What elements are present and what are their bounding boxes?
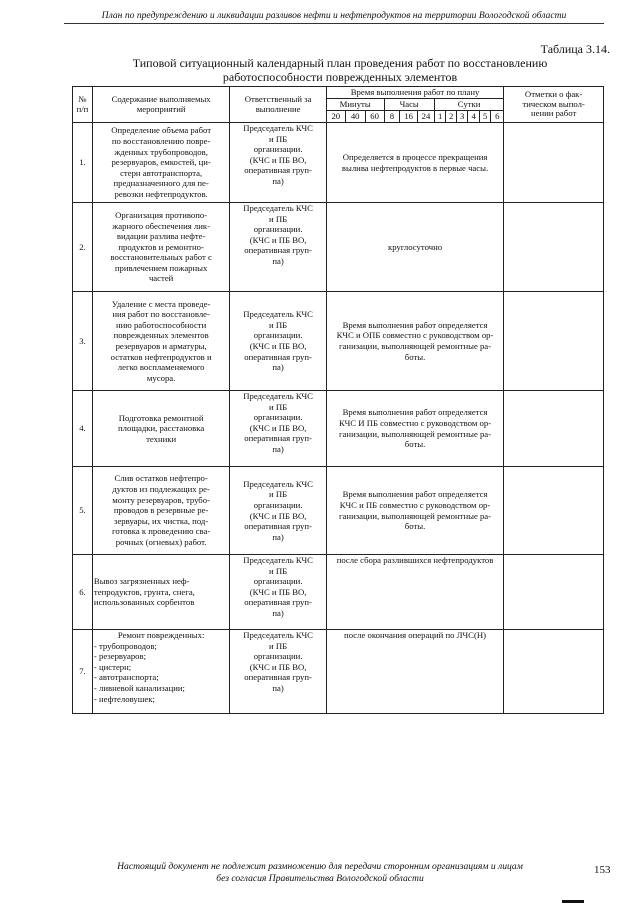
table-row [73,391,604,467]
work-plan-table [72,86,604,714]
day-tick: 3 [456,111,468,123]
col-header-marks-line: Отметки о фак- [524,89,583,100]
activity-line: ревозки нефтепродуктов. [114,188,208,199]
running-header: План по предупреждению и ликвидации разливов нефти и нефтепродуктов на территории Вологодской области [101,10,567,21]
col-header-marks [504,87,604,123]
activity-line: монту резервуаров, трубо- [112,494,210,505]
time-line: КЧС и ПБ совместно с руководством ор- [339,499,491,510]
time-line: после сбора разлившихся нефтепродуктов [336,555,494,565]
table-row [73,467,604,555]
responsible-line: па) [272,607,284,618]
activity-line: готовка к проведению сва- [112,526,211,537]
activity-line: видации разлива нефте- [116,231,206,242]
time-line: ганизации, выполняющей ремонтные ра- [339,428,492,439]
footer-note-line: Настоящий документ не подлежит размножению для передачи сторонним организациям и лицам [117,861,523,872]
responsible-line: Председатель КЧС [243,123,313,133]
activity-line: Удаление с места проведе- [111,298,211,309]
time-line: боты. [404,521,426,532]
time-line: Определяется в процессе прекращения [342,151,488,162]
col-header-marks-line: нении работ [530,108,577,119]
row-number: 1. [73,123,93,203]
minute-tick: 60 [365,111,384,123]
row-number: 4. [73,391,93,467]
col-header-responsible-line: Ответственный за [244,94,312,104]
hour-tick: 8 [384,111,400,123]
activity-line: рочных (огневых) работ. [115,536,207,547]
page-number: 153 [594,864,611,876]
activity-line: жарного обеспечения лик- [112,220,210,231]
row-marks [504,292,604,391]
row-activity [92,467,229,555]
responsible-line: (КЧС и ПБ ВО, [249,510,307,521]
responsible-line: па) [272,362,284,373]
responsible-line: Председатель КЧС [243,391,313,401]
activity-line: - трубопроводов; [93,640,157,651]
col-header-num-line: п/п [76,103,89,114]
responsible-line: (КЧС и ПБ ВО, [249,422,307,433]
table-row [73,555,604,630]
table-title-line: работоспособности поврежденных элементов [222,70,458,84]
activity-line: Слив остатков нефтепро- [114,473,208,484]
row-time [326,123,503,203]
activity-line: зервуары, их чистка, под- [114,515,209,526]
responsible-line: па) [272,255,284,266]
activity-line: мусора. [146,372,176,383]
responsible-line: (КЧС и ПБ ВО, [249,341,307,351]
activity-line: восстановительных работ с [110,252,212,263]
responsible-line: оперативная груп- [244,433,312,444]
activity-line: Вывоз загрязненных неф- [93,576,190,587]
responsible-line: (КЧС и ПБ ВО, [249,661,307,672]
responsible-line: организации. [253,576,303,587]
table-row [73,630,604,714]
row-time [326,203,503,292]
time-line: Время выполнения работ определяется [342,407,488,418]
activity-line: нию работоспособности [116,319,207,330]
footer-note-line: без согласия Правительства Вологодской области [216,873,424,884]
day-tick: 1 [434,111,446,123]
row-time [326,467,503,555]
row-responsible [230,467,327,555]
responsible-line: оперативная груп- [244,597,312,608]
responsible-line: (КЧС и ПБ ВО, [249,234,307,245]
activity-line: - автотранспорта; [93,672,159,683]
time-line: КЧС И ПБ совместно с руководством ор- [338,417,492,428]
activity-line: привлечением пожарных [114,262,208,273]
activity-line: остатков нефтепродуктов и [110,351,212,362]
row-responsible [230,123,327,203]
row-marks [504,630,604,714]
row-marks [504,203,604,292]
activity-line: площадки, расстановка [118,423,205,434]
activity-line: легко воспламеняемого [117,362,205,373]
activity-line: резервуаров и арматуры, [115,341,207,351]
activity-line: по восстановлению повре- [111,136,211,147]
responsible-line: оперативная груп- [244,672,312,683]
responsible-line: и ПБ [269,319,288,330]
responsible-line: Председатель КЧС [243,555,313,565]
row-responsible [230,203,327,292]
row-activity [92,203,229,292]
responsible-line: па) [272,531,284,542]
day-tick: 5 [479,111,491,123]
row-number: 5. [73,467,93,555]
time-line: вылива нефтепродуктов в первые часы. [341,162,489,173]
day-tick: 2 [446,111,456,123]
row-number: 3. [73,292,93,391]
col-header-activity [92,87,229,123]
time-line: ганизации, выполняющей ремонтные ра- [339,510,492,521]
time-line: круглосуточно [388,241,443,252]
time-line: Время выполнения работ определяется [342,319,488,330]
activity-line: резервуаров, емкостей, ци- [111,157,211,168]
activity-line: - ливневой канализации; [93,682,185,693]
row-number: 7. [73,630,93,714]
row-marks [504,467,604,555]
row-responsible [230,630,327,714]
col-header-num-line: № [78,94,87,104]
row-responsible [230,555,327,630]
row-activity [92,292,229,391]
row-activity [92,123,229,203]
responsible-line: организации. [253,224,303,235]
responsible-line: и ПБ [269,213,288,224]
col-header-activity-line: мероприятий [136,103,186,114]
activity-line: использованных сорбентов [93,597,195,608]
time-line: КЧС и ОПБ совместно с руководством ор- [336,330,494,341]
responsible-line: Председатель КЧС [243,478,313,489]
activity-line: продуктов и ремонтно- [118,241,204,252]
activity-line: стерн автотранспорта, [120,167,203,178]
activity-line: Организация противопо- [115,209,208,220]
table-title [90,56,590,84]
row-time [326,555,503,630]
footer-note [80,861,560,885]
time-line: боты. [404,439,426,450]
responsible-line: оперативная груп- [244,521,312,532]
activity-line: частей [148,273,174,284]
activity-line: проводов в резервные ре- [113,505,209,516]
row-responsible [230,292,327,391]
col-header-hours: Часы [384,99,434,111]
col-header-responsible [230,87,327,123]
row-time [326,391,503,467]
activity-line: жденных трубопроводов, [114,146,208,157]
col-header-time: Время выполнения работ по плану [326,87,503,99]
responsible-line: па) [272,443,284,454]
activity-line: Ремонт поврежденных: [117,630,205,640]
hour-tick: 16 [400,111,418,123]
activity-line: дуктов из подлежащих ре- [112,484,210,495]
row-marks [504,555,604,630]
row-activity [92,391,229,467]
responsible-line: Председатель КЧС [243,630,313,640]
table-title-line: Типовой ситуационный календарный план проведения работ по восстановлению [132,56,548,70]
table-row [73,203,604,292]
minute-tick: 40 [345,111,365,123]
activity-line: - цистерн; [93,661,132,672]
responsible-line: па) [272,175,284,186]
responsible-line: организации. [253,499,303,510]
responsible-line: (КЧС и ПБ ВО, [249,586,307,597]
time-line: Время выполнения работ определяется [342,489,488,500]
row-activity [92,555,229,630]
day-tick: 6 [491,111,504,123]
time-line: после окончания операций по ЛЧС(Н) [344,630,487,640]
row-time [326,292,503,391]
table-row [73,123,604,203]
table-number: Таблица 3.14. [540,42,610,56]
col-header-activity-line: Содержание выполняемых [111,94,211,104]
header-rule [64,23,604,24]
activity-line: - резервуаров; [93,651,147,662]
responsible-line: оперативная груп- [244,351,312,362]
responsible-line: Председатель КЧС [243,309,313,320]
responsible-line: Председатель КЧС [243,203,313,213]
activity-line: Подготовка ремонтной [118,412,204,423]
responsible-line: организации. [253,412,303,423]
row-marks [504,123,604,203]
activity-line: техники [146,433,177,444]
col-header-responsible-line: выполнение [255,103,301,114]
row-time [326,630,503,714]
col-header-marks-line: тическом выпол- [522,98,585,109]
row-number: 2. [73,203,93,292]
responsible-line: организации. [253,651,303,662]
col-header-minutes: Минуты [326,99,384,111]
responsible-line: и ПБ [269,565,288,576]
responsible-line: и ПБ [269,640,288,651]
time-line: боты. [404,351,426,362]
responsible-line: и ПБ [269,401,288,412]
activity-line: Определение объема работ [111,125,212,136]
activity-line: тепродуктов, грунта, снега, [93,586,195,597]
day-tick: 4 [468,111,480,123]
table-row [73,292,604,391]
activity-line: поврежденных элементов [113,330,209,341]
responsible-line: организации. [253,144,303,155]
responsible-line: оперативная груп- [244,245,312,256]
responsible-line: организации. [253,330,303,341]
hour-tick: 24 [418,111,435,123]
activity-line: предназначенного для пе- [113,178,209,189]
scan-mark [562,900,584,903]
col-header-num [73,87,93,123]
activity-line: ния работ по восстановле- [112,309,210,320]
time-line: ганизации, выполняющей ремонтные ра- [339,341,492,351]
minute-tick: 20 [326,111,345,123]
row-responsible [230,391,327,467]
responsible-line: па) [272,682,284,693]
row-activity [92,630,229,714]
responsible-line: и ПБ [269,133,288,144]
row-marks [504,391,604,467]
col-header-days: Сутки [434,99,503,111]
row-number: 6. [73,555,93,630]
responsible-line: (КЧС и ПБ ВО, [249,154,307,165]
responsible-line: оперативная груп- [244,165,312,176]
responsible-line: и ПБ [269,489,288,500]
activity-line: - нефтеловушек; [93,693,155,704]
